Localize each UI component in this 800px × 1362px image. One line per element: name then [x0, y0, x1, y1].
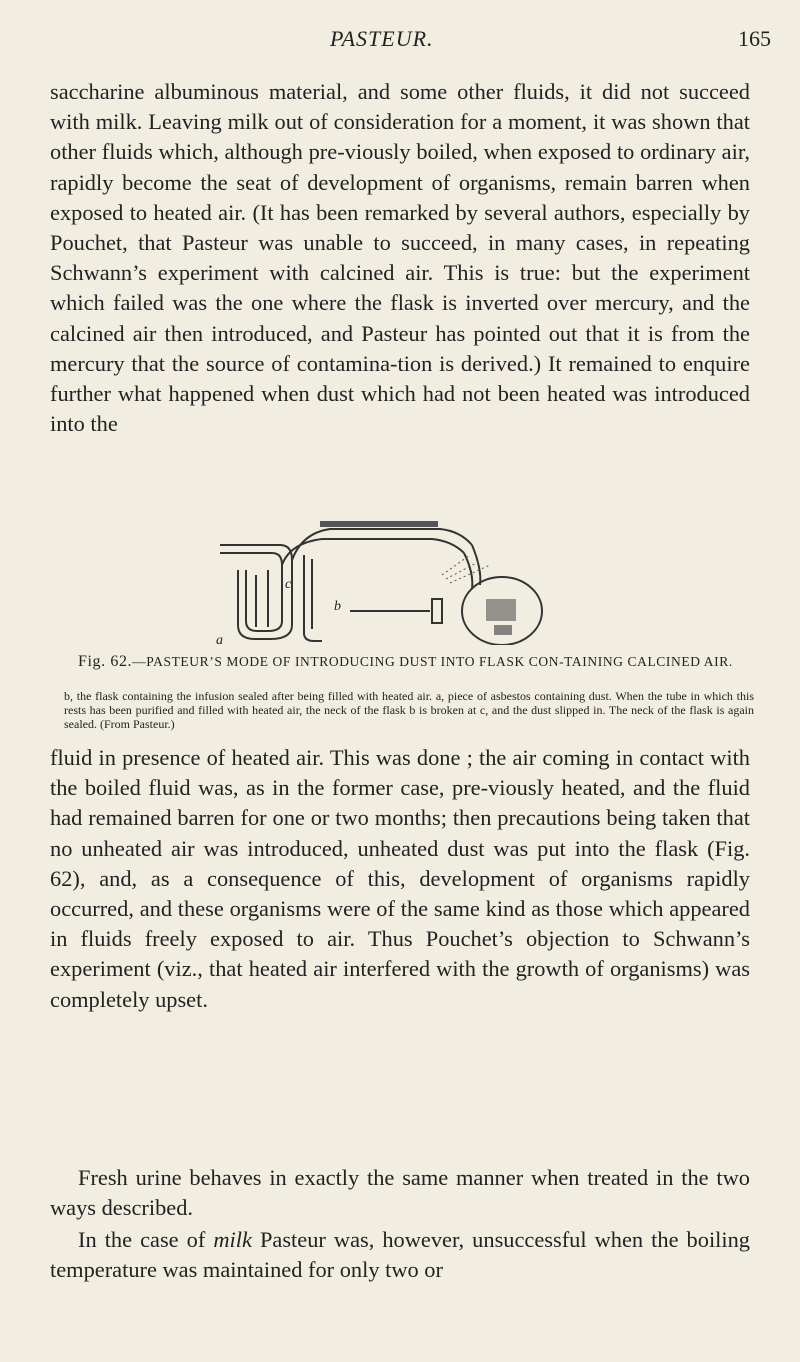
running-title: PASTEUR. [330, 26, 434, 51]
figure-caption-body: b, the flask containing the infusion sealed after being filled with heated air. a, piece of asbestos containing dust. When the tube in which this rests has been purified and filled with heated air, the neck of the flask b is broken at c, and the dust slipped in. The neck of the flask is again sealed. (From Pasteur.) [64, 689, 754, 731]
figure-number: Fig. 62. [78, 653, 133, 670]
page-number: 165 [738, 26, 771, 51]
p4-italic-milk: milk [213, 1227, 252, 1252]
figure-caption-title [50, 652, 750, 672]
p4-text-before: In the case of [78, 1227, 214, 1252]
body-paragraph-2: fluid in presence of heated air. This was done ; the air coming in contact with the boiled fluid was, as in the former case, pre-viously heated, and the fluid had remained barren for one or two months; then precautions being taken that no unheated air was introduced, unheated dust was put into the flask (Fig. 62), and, as a consequence of this, development of organisms rapidly occurred, and these organisms were of the same kind as those which appeared in fluids freely exposed to air. Thus Pouchet’s objection to Schwann’s experiment (viz., that heated air interfered with the growth of organisms) was completely upset. [50, 745, 750, 1012]
figure-label-a: a [216, 633, 223, 648]
body-paragraph-4 [50, 1225, 750, 1285]
body-paragraph-3: Fresh urine behaves in exactly the same manner when treated in the two ways described. [50, 1165, 750, 1221]
figure-caption-heading: —PASTEUR’S MODE OF INTRODUCING DUST INTO FLASK CON-TAINING CALCINED AIR. [132, 654, 733, 669]
figure-62 [210, 515, 750, 648]
figure-label-b: b [334, 599, 341, 614]
p4-text-after: Pasteur was, however, unsuccessful when the boiling temperature was maintained for only two or [50, 1227, 751, 1283]
body-paragraph-1: saccharine albuminous material, and some other fluids, it did not succeed with milk. Leaving milk out of consideration for a moment, it was shown that other fluids which, although pre-viously boiled, when exposed to ordinary air, rapidly become the seat of development of organisms, remain barren when exposed to heated air. (It has been remarked by several authors, especially by Pouchet, that Pasteur was unable to succeed, in many cases, in repeating Schwann’s experiment with calcined air. This is true: but the experiment which failed was the one where the flask is inverted over mercury, and the calcined air then introduced, and Pasteur has pointed out that it is from the mercury that the source of contamina-tion is derived.) It remained to enquire further what happened when dust which had not been heated was introduced into the [50, 79, 750, 437]
page-header [0, 26, 800, 56]
figure-label-c: c [285, 577, 292, 592]
